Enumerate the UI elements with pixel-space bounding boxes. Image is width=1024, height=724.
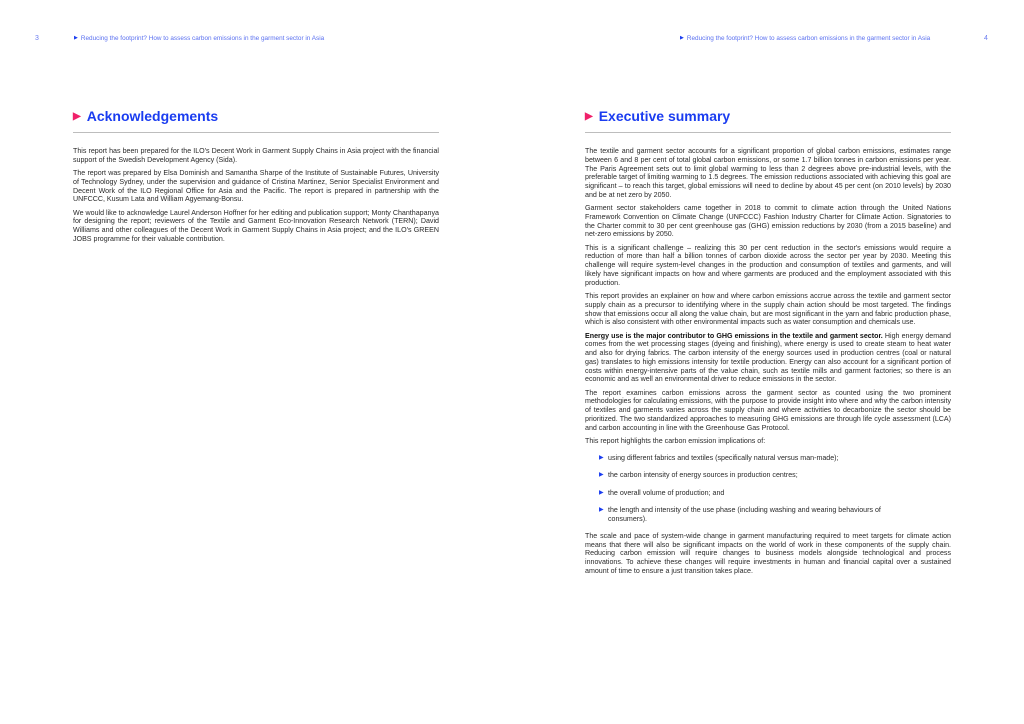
running-header-text: Reducing the footprint? How to assess carbon emissions in the garment sector in Asia [686, 35, 931, 42]
left-running-header [74, 35, 324, 42]
triangle-icon: ▶ [74, 35, 78, 41]
left-page-number: 3 [35, 35, 39, 42]
triangle-icon: ▶ [73, 111, 81, 122]
list-item: ▶ using different fabrics and textiles (specifically natural versus man-made); [599, 453, 839, 462]
triangle-icon: ▶ [585, 111, 593, 122]
page-title: ▶ Executive summary [585, 108, 731, 124]
triangle-bullet-icon: ▶ [599, 489, 604, 496]
right-page-number: 4 [984, 35, 988, 42]
paragraph [585, 332, 951, 385]
paragraph: The textile and garment sector accounts for a significant proportion of global carbon emissions, estimates range between 6 and 8 per cent of total global carbon emissions, or some 1.7 billion tonnes in carbon emissions per year. The Paris Agreement sets out to limit global warming to less than 2 degrees above pre-industrial levels, with the preferable target of limiting warming to 1.5 degrees. The emission reductions associated with achieving this goal are significant – to reach this target, global emissions will need to decline by about 45 per cent (on 2010 levels) by 2030 and be at net zero by 2050. [585, 147, 951, 199]
bold-lead: Energy use is the major contributor to GHG emissions in the textile and garment sector. [585, 331, 883, 340]
paragraph: We would like to acknowledge Laurel Anderson Hoffner for her editing and publication support; Monty Chanthapanya for designing the report; reviewers of the Textile and Garment Eco-Innovation Research Network (TERN); David Williams and other colleagues of the Decent Work in Garment Supply Chains in Asia project; and the ILO's GREEN JOBS programme for their valuable contribution. [73, 208, 439, 243]
list-item: ▶ the carbon intensity of energy sources in production centres; [599, 471, 798, 480]
paragraph: This is a significant challenge – realizing this 30 per cent reduction in the sector's emissions would require a reduction of more than half a billion tonnes of carbon dioxide across the sector per year by 2030. Meeting this challenge will require system-level changes in the production and consumption of textiles and garments, and will likely have significant impacts on how and where garments are produced and the employment associated with this production. [585, 243, 951, 287]
right-running-header [680, 35, 930, 42]
executive-summary-section [585, 106, 951, 580]
paragraph: The report was prepared by Elsa Dominish and Samantha Sharpe of the Institute of Sustainable Futures, University of Technology Sydney, under the supervision and guidance of Cristina Martinez, Senior Specialist Environment and Decent Work of the ILO Regional Office for Asia and the Pacific. The report is prepared in partnership with the UNFCCC, Kusum Lata and William Agyemang-Bonsu. [73, 169, 439, 204]
list-item: ▶ the length and intensity of the use phase (including washing and wearing behaviours of consumers). [599, 505, 881, 523]
triangle-icon: ▶ [680, 35, 684, 41]
bullet-list [585, 454, 951, 524]
paragraph: This report provides an explainer on how and where carbon emissions accrue across the textile and garment sector supply chain as a precursor to identifying where in the supply chain action should be most targeted. The findings show that emissions occur all along the value chain, but are most significant in the yarn and fabric production phase, which is also consistent with other environmental impacts such as water consumption and chemicals use. [585, 292, 951, 327]
paragraph: The scale and pace of system-wide change in garment manufacturing required to meet targets for climate action means that there will also be significant impacts on the world of work in these components of the supply chain. Reducing carbon emission will require changes to business models alongside technological and process innovations. To achieve these changes will require investments in human and financial capital over a sustained amount of time to ensure a just transition takes place. [585, 531, 951, 575]
paragraph: The report examines carbon emissions across the garment sector as counted using the two prominent methodologies for calculating emissions, with the purpose to provide insight into where and why the carbon intensity of textiles and garments varies across the supply chain and where activities to decarbonize the sector should be prioritized. The two standardized approaches to measuring GHG emissions are through life cycle assessment (LCA) and carbon accounting in line with the Greenhouse Gas Protocol. [585, 388, 951, 432]
triangle-bullet-icon: ▶ [599, 454, 604, 461]
divider [585, 132, 951, 133]
paragraph: This report highlights the carbon emission implications of: [585, 437, 766, 446]
divider [73, 132, 439, 133]
running-header-text: Reducing the footprint? How to assess carbon emissions in the garment sector in Asia [80, 35, 325, 42]
list-item: ▶ the overall volume of production; and [599, 488, 725, 497]
acknowledgements-section [73, 106, 439, 248]
paragraph-text: High energy demand comes from the wet processing stages (dyeing and finishing), where energy is used to create steam to heat water and also for drying fabrics. The carbon intensity of the energy sources used in production centres (coal or natural gas) translates to high emissions intensity for textile production. Energy can also account for a significant portion of costs within energy-intensive parts of the value chain, such as textile mills and garment factories; so there is an economic and as well an environmental driver to reduce emissions in the sector. [585, 331, 951, 384]
paragraph: This report has been prepared for the ILO's Decent Work in Garment Supply Chains in Asia project with the financial support of the Swedish Development Agency (Sida). [73, 147, 439, 164]
paragraph: Garment sector stakeholders came together in 2018 to commit to climate action through the United Nations Framework Convention on Climate Change (UNFCCC) Fashion Industry Charter for Climate Action. Signatories to the Charter commit to 30 per cent greenhouse gas (GHG) emission reductions by 2030 (from a 2015 baseline) and net-zero emissions by 2050. [585, 204, 951, 239]
page-title: ▶ Acknowledgements [73, 108, 219, 124]
triangle-bullet-icon: ▶ [599, 506, 604, 513]
triangle-bullet-icon: ▶ [599, 472, 604, 479]
